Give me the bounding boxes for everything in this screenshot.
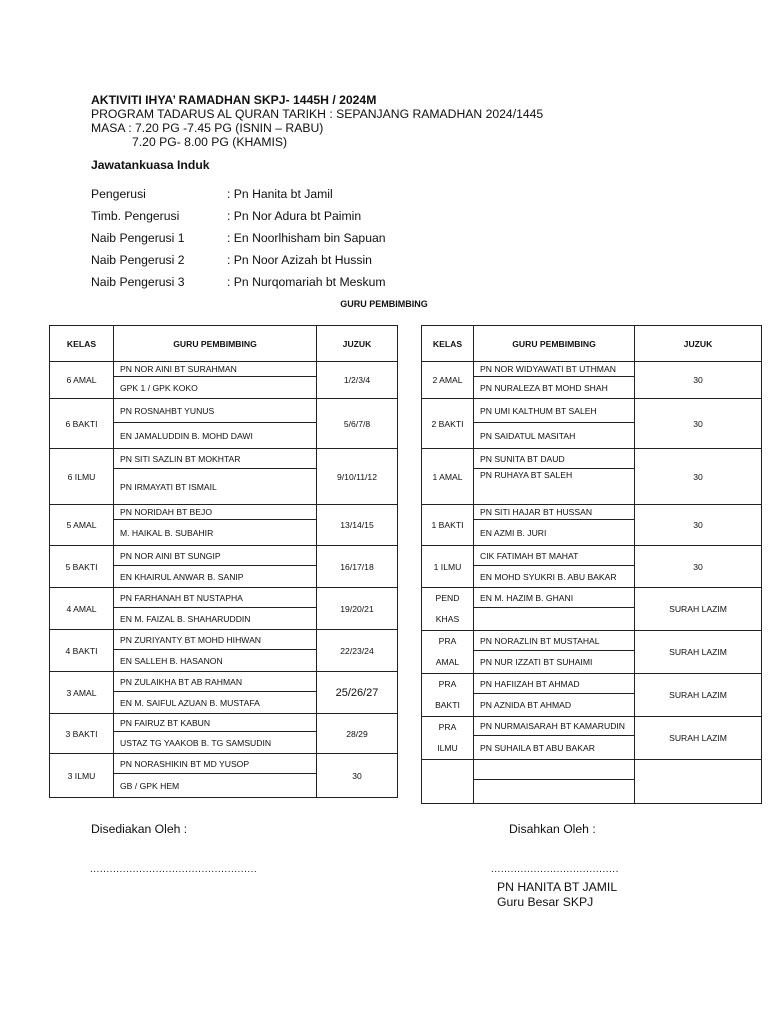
approved-signature-line: ....................................... bbox=[491, 864, 619, 875]
header-guru: GURU PEMBIMBING bbox=[114, 326, 317, 362]
table-row bbox=[50, 362, 398, 377]
juzuk-cell: SURAH LAZIM bbox=[635, 674, 762, 717]
kelas-cell bbox=[422, 760, 474, 804]
guru-cell: EN JAMALUDDIN B. MOHD DAWI bbox=[114, 423, 317, 449]
header-juzuk: JUZUK bbox=[635, 326, 762, 362]
left-guru-table bbox=[49, 325, 398, 798]
guru-cell: GB / GPK HEM bbox=[114, 774, 317, 798]
guru-cell: PN SUNITA BT DAUD bbox=[474, 449, 635, 469]
committee-role: Naib Pengerusi 3 bbox=[91, 275, 185, 289]
guru-cell: PN SITI SAZLIN BT MOKHTAR bbox=[114, 449, 317, 469]
guru-cell: PN ZURIYANTY BT MOHD HIHWAN bbox=[114, 630, 317, 650]
guru-cell: PN NOR AINI BT SURAHMAN bbox=[114, 362, 317, 377]
table-header-row bbox=[422, 326, 762, 362]
table-header-row bbox=[50, 326, 398, 362]
juzuk-cell: 19/20/21 bbox=[317, 588, 398, 630]
header-guru: GURU PEMBIMBING bbox=[474, 326, 635, 362]
table-row bbox=[50, 588, 398, 608]
committee-name: : Pn Hanita bt Jamil bbox=[227, 187, 333, 201]
kelas-cell: 5 AMAL bbox=[50, 505, 114, 546]
time-line-1: MASA : 7.20 PG -7.45 PG (ISNIN – RABU) bbox=[91, 121, 324, 135]
guru-cell: PN NORAZLIN BT MUSTAHAL bbox=[474, 631, 635, 651]
guru-cell: PN NORIDAH BT BEJO bbox=[114, 505, 317, 520]
guru-cell bbox=[474, 760, 635, 780]
guru-cell: EN MOHD SYUKRI B. ABU BAKAR bbox=[474, 566, 635, 588]
table-row bbox=[50, 754, 398, 774]
kelas-cell: 3 BAKTI bbox=[50, 714, 114, 754]
guru-cell: PN NOR WIDYAWATI BT UTHMAN bbox=[474, 362, 635, 377]
guru-cell: PN SUHAILA BT ABU BAKAR bbox=[474, 736, 635, 760]
kelas-cell: 1 BAKTI bbox=[422, 505, 474, 546]
guru-cell: PN UMI KALTHUM BT SALEH bbox=[474, 399, 635, 423]
header-kelas: KELAS bbox=[50, 326, 114, 362]
guru-cell: PN AZNIDA BT AHMAD bbox=[474, 694, 635, 717]
committee-name: : Pn Nurqomariah bt Meskum bbox=[227, 275, 386, 289]
kelas-cell: 4 AMAL bbox=[50, 588, 114, 630]
juzuk-cell: 30 bbox=[317, 754, 398, 798]
committee-role: Pengerusi bbox=[91, 187, 146, 201]
committee-name: : En Noorlhisham bin Sapuan bbox=[227, 231, 386, 245]
juzuk-cell: 5/6/7/8 bbox=[317, 399, 398, 449]
kelas-cell: 3 ILMU bbox=[50, 754, 114, 798]
kelas-cell: 2 AMAL bbox=[422, 362, 474, 399]
guru-cell: PN FAIRUZ BT KABUN bbox=[114, 714, 317, 732]
section-title: GURU PEMBIMBING bbox=[340, 299, 428, 309]
juzuk-cell: 13/14/15 bbox=[317, 505, 398, 546]
kelas-cell: 6 ILMU bbox=[50, 449, 114, 505]
guru-cell: PN NURALEZA BT MOHD SHAH bbox=[474, 377, 635, 399]
guru-cell: EN M. HAZIM B. GHANI bbox=[474, 588, 635, 608]
table-row bbox=[422, 588, 762, 608]
kelas-cell: PRA ILMU bbox=[422, 717, 474, 760]
juzuk-cell: 25/26/27 bbox=[317, 672, 398, 714]
guru-cell: EN SALLEH B. HASANON bbox=[114, 650, 317, 672]
table-row bbox=[422, 760, 762, 780]
kelas-cell: 5 BAKTI bbox=[50, 546, 114, 588]
prepared-by-label: Disediakan Oleh : bbox=[91, 822, 188, 836]
table-row bbox=[50, 714, 398, 732]
table-row bbox=[422, 505, 762, 520]
guru-cell: PN ZULAIKHA BT AB RAHMAN bbox=[114, 672, 317, 692]
approver-name: PN HANITA BT JAMIL bbox=[497, 880, 618, 894]
table-row bbox=[50, 505, 398, 520]
juzuk-cell: 1/2/3/4 bbox=[317, 362, 398, 399]
guru-cell: EN M. FAIZAL B. SHAHARUDDIN bbox=[114, 608, 317, 630]
guru-cell: PN HAFIIZAH BT AHMAD bbox=[474, 674, 635, 694]
juzuk-cell: 30 bbox=[635, 362, 762, 399]
table-row bbox=[422, 717, 762, 736]
kelas-cell: PEND KHAS bbox=[422, 588, 474, 631]
committee-role: Naib Pengerusi 2 bbox=[91, 253, 185, 267]
juzuk-cell: SURAH LAZIM bbox=[635, 631, 762, 674]
guru-cell bbox=[474, 608, 635, 631]
table-row bbox=[422, 399, 762, 423]
guru-cell: EN AZMI B. JURI bbox=[474, 520, 635, 546]
header-kelas: KELAS bbox=[422, 326, 474, 362]
juzuk-cell bbox=[635, 760, 762, 804]
guru-cell: M. HAIKAL B. SUBAHIR bbox=[114, 520, 317, 546]
guru-cell: EN M. SAIFUL AZUAN B. MUSTAFA bbox=[114, 692, 317, 714]
table-row bbox=[50, 399, 398, 423]
guru-cell: CIK FATIMAH BT MAHAT bbox=[474, 546, 635, 566]
kelas-cell: PRA BAKTI bbox=[422, 674, 474, 717]
guru-cell: PN NUR IZZATI BT SUHAIMI bbox=[474, 651, 635, 674]
juzuk-cell: 16/17/18 bbox=[317, 546, 398, 588]
table-row bbox=[50, 449, 398, 469]
committee-title: Jawatankuasa Induk bbox=[91, 158, 210, 172]
juzuk-cell: 30 bbox=[635, 546, 762, 588]
kelas-cell: 3 AMAL bbox=[50, 672, 114, 714]
juzuk-cell: 30 bbox=[635, 505, 762, 546]
kelas-cell: 2 BAKTI bbox=[422, 399, 474, 449]
guru-cell: PN SAIDATUL MASITAH bbox=[474, 423, 635, 449]
right-guru-table bbox=[421, 325, 762, 804]
kelas-cell: 1 ILMU bbox=[422, 546, 474, 588]
kelas-cell: 1 AMAL bbox=[422, 449, 474, 505]
committee-name: : Pn Noor Azizah bt Hussin bbox=[227, 253, 372, 267]
juzuk-cell: SURAH LAZIM bbox=[635, 588, 762, 631]
table-row bbox=[422, 631, 762, 651]
kelas-cell: 4 BAKTI bbox=[50, 630, 114, 672]
juzuk-cell: 22/23/24 bbox=[317, 630, 398, 672]
guru-cell: PN ROSNAHBT YUNUS bbox=[114, 399, 317, 423]
committee-role: Timb. Pengerusi bbox=[91, 209, 180, 223]
guru-cell: EN KHAIRUL ANWAR B. SANIP bbox=[114, 566, 317, 588]
guru-cell: PN NURMAISARAH BT KAMARUDIN bbox=[474, 717, 635, 736]
table-row bbox=[50, 546, 398, 566]
time-line-2: 7.20 PG- 8.00 PG (KHAMIS) bbox=[132, 135, 288, 149]
guru-cell: PN RUHAYA BT SALEH bbox=[474, 469, 635, 505]
juzuk-cell: SURAH LAZIM bbox=[635, 717, 762, 760]
juzuk-cell: 30 bbox=[635, 399, 762, 449]
guru-cell: PN FARHANAH BT NUSTAPHA bbox=[114, 588, 317, 608]
guru-cell bbox=[474, 780, 635, 804]
guru-cell: USTAZ TG YAAKOB B. TG SAMSUDIN bbox=[114, 732, 317, 754]
approved-by-label: Disahkan Oleh : bbox=[509, 822, 596, 836]
kelas-cell: 6 AMAL bbox=[50, 362, 114, 399]
activity-title: AKTIVITI IHYA’ RAMADHAN SKPJ- 1445H / 2024M bbox=[91, 93, 377, 107]
guru-cell: PN SITI HAJAR BT HUSSAN bbox=[474, 505, 635, 520]
approver-title: Guru Besar SKPJ bbox=[497, 895, 594, 909]
prepared-signature-line: ................................................... bbox=[90, 864, 258, 875]
juzuk-cell: 9/10/11/12 bbox=[317, 449, 398, 505]
guru-cell: GPK 1 / GPK KOKO bbox=[114, 377, 317, 399]
table-row bbox=[50, 672, 398, 692]
header-juzuk: JUZUK bbox=[317, 326, 398, 362]
juzuk-cell: 30 bbox=[635, 449, 762, 505]
juzuk-cell: 28/29 bbox=[317, 714, 398, 754]
program-line: PROGRAM TADARUS AL QURAN TARIKH : SEPANJANG RAMADHAN 2024/1445 bbox=[91, 107, 544, 121]
table-row bbox=[422, 546, 762, 566]
guru-cell: PN NORASHIKIN BT MD YUSOP bbox=[114, 754, 317, 774]
committee-name: : Pn Nor Adura bt Paimin bbox=[227, 209, 362, 223]
guru-cell: PN NOR AINI BT SUNGIP bbox=[114, 546, 317, 566]
guru-cell: PN IRMAYATI BT ISMAIL bbox=[114, 469, 317, 505]
committee-role: Naib Pengerusi 1 bbox=[91, 231, 185, 245]
table-row bbox=[422, 449, 762, 469]
table-row bbox=[422, 362, 762, 377]
kelas-cell: PRA AMAL bbox=[422, 631, 474, 674]
table-row bbox=[50, 630, 398, 650]
kelas-cell: 6 BAKTI bbox=[50, 399, 114, 449]
table-row bbox=[422, 674, 762, 694]
